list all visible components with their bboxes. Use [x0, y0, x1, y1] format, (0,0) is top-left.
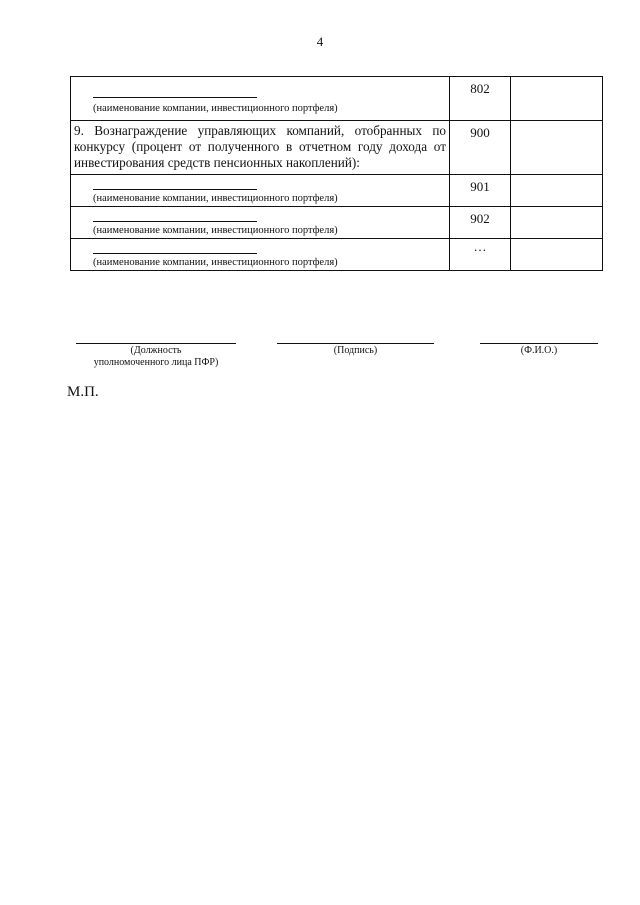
full-name-caption: (Ф.И.О.) — [520, 345, 558, 356]
company-name-caption: (наименование компании, инвестиционного портфеля) — [93, 193, 338, 204]
line-code: 902 — [470, 211, 490, 226]
value-cell — [511, 175, 603, 207]
company-name-cell — [71, 239, 450, 271]
table-row — [71, 77, 603, 121]
item-9-text: 9. Вознаграждение управляющих компаний, отобранных по конкурсу (процент от полученного в отчетном году дохода от инвестирования средств пенсионных накоплений): — [74, 123, 446, 170]
line-code-cell — [450, 175, 511, 207]
company-name-cell — [71, 175, 450, 207]
company-name-cell — [71, 207, 450, 239]
line-code-cell — [450, 207, 511, 239]
stamp-place-label: М.П. — [67, 384, 99, 400]
company-name-caption: (наименование компании, инвестиционного портфеля) — [93, 225, 338, 236]
signature-caption: (Подпись) — [333, 345, 378, 356]
line-code: … — [473, 239, 487, 254]
blank-line — [93, 189, 257, 190]
value-cell — [511, 77, 603, 121]
page-number: 4 — [316, 34, 324, 49]
value-cell — [511, 207, 603, 239]
company-name-caption: (наименование компании, инвестиционного портфеля) — [93, 257, 338, 268]
company-name-cell — [71, 77, 450, 121]
table-row — [71, 207, 603, 239]
signature-field — [277, 343, 434, 357]
blank-line — [93, 97, 257, 98]
line-code: 900 — [470, 125, 490, 140]
value-cell — [511, 121, 603, 175]
report-table — [70, 76, 603, 271]
blank-line — [93, 221, 257, 222]
table-row — [71, 121, 603, 175]
position-caption-line1: (Должность — [130, 345, 182, 356]
full-name-field — [480, 343, 598, 357]
line-code: 901 — [470, 179, 490, 194]
table-row — [71, 239, 603, 271]
company-name-caption: (наименование компании, инвестиционного портфеля) — [93, 103, 338, 114]
blank-line — [93, 253, 257, 254]
line-code-cell — [450, 121, 511, 175]
item-9-cell — [71, 121, 450, 175]
line-code-cell — [450, 239, 511, 271]
value-cell — [511, 239, 603, 271]
table-row — [71, 175, 603, 207]
line-code-cell — [450, 77, 511, 121]
position-caption-line2: уполномоченного лица ПФР) — [93, 357, 219, 368]
position-signature-field — [76, 343, 236, 369]
line-code: 802 — [470, 81, 490, 96]
